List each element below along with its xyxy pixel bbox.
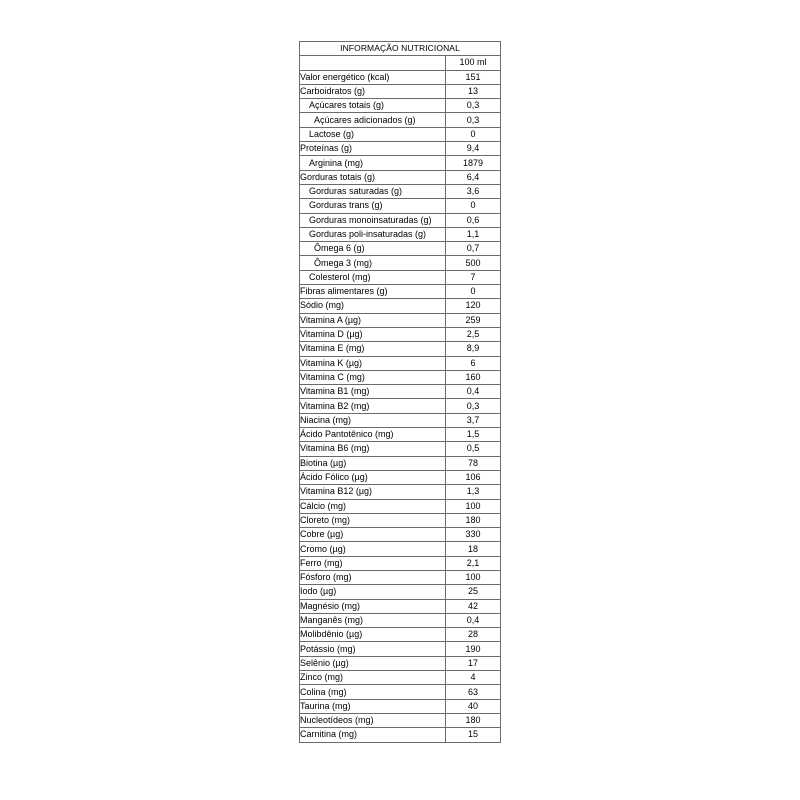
nutrient-label: Taurina (mg) [300, 699, 446, 713]
nutrient-value: 13 [446, 84, 501, 98]
nutrient-label: Carnitina (mg) [300, 728, 446, 742]
nutrient-value: 1,1 [446, 227, 501, 241]
nutrient-label: Niacina (mg) [300, 413, 446, 427]
table-row [300, 642, 501, 656]
nutrient-label: Arginina (mg) [300, 156, 446, 170]
nutrient-label: Colina (mg) [300, 685, 446, 699]
nutrient-label: Gorduras totais (g) [300, 170, 446, 184]
table-row [300, 113, 501, 127]
nutrient-value: 259 [446, 313, 501, 327]
table-row [300, 599, 501, 613]
table-row [300, 570, 501, 584]
nutrient-value: 28 [446, 628, 501, 642]
serving-column-header: 100 ml [446, 56, 501, 70]
nutrient-label: Vitamina C (mg) [300, 370, 446, 384]
nutrient-value: 63 [446, 685, 501, 699]
nutrient-value: 7 [446, 270, 501, 284]
table-title: INFORMAÇÃO NUTRICIONAL [300, 42, 501, 56]
nutrient-value: 151 [446, 70, 501, 84]
nutrient-label: Proteínas (g) [300, 142, 446, 156]
title-row [300, 42, 501, 56]
table-row [300, 442, 501, 456]
table-row [300, 313, 501, 327]
nutrient-label: Carboidratos (g) [300, 84, 446, 98]
nutrient-value: 1,3 [446, 485, 501, 499]
nutrient-value: 0 [446, 127, 501, 141]
table-row [300, 327, 501, 341]
nutrient-value: 78 [446, 456, 501, 470]
nutrient-label: Iodo (µg) [300, 585, 446, 599]
nutrient-value: 160 [446, 370, 501, 384]
nutrient-value: 0,4 [446, 385, 501, 399]
nutrient-label: Vitamina B2 (mg) [300, 399, 446, 413]
nutrient-label: Vitamina D (µg) [300, 327, 446, 341]
nutrient-value: 3,6 [446, 184, 501, 198]
nutrient-label: Selênio (µg) [300, 656, 446, 670]
table-row [300, 728, 501, 742]
table-row [300, 656, 501, 670]
table-row [300, 685, 501, 699]
nutrient-value: 2,1 [446, 556, 501, 570]
table-row [300, 428, 501, 442]
nutrient-value: 190 [446, 642, 501, 656]
nutrient-label: Gorduras trans (g) [300, 199, 446, 213]
nutrient-value: 0,3 [446, 99, 501, 113]
nutrient-label: Vitamina K (µg) [300, 356, 446, 370]
nutrient-value: 6 [446, 356, 501, 370]
nutrient-value: 120 [446, 299, 501, 313]
nutrient-label: Zinco (mg) [300, 671, 446, 685]
nutrient-value: 2,5 [446, 327, 501, 341]
table-row [300, 142, 501, 156]
nutrient-label: Cromo (µg) [300, 542, 446, 556]
table-row [300, 99, 501, 113]
nutrient-value: 25 [446, 585, 501, 599]
nutrient-label: Açúcares adicionados (g) [300, 113, 446, 127]
table-row [300, 613, 501, 627]
nutrient-label: Molibdênio (µg) [300, 628, 446, 642]
nutrient-label: Ômega 6 (g) [300, 242, 446, 256]
nutrient-label: Vitamina B6 (mg) [300, 442, 446, 456]
table-row [300, 513, 501, 527]
table-row [300, 499, 501, 513]
nutrient-label: Magnésio (mg) [300, 599, 446, 613]
nutrient-value: 1879 [446, 156, 501, 170]
nutrient-label: Fósforo (mg) [300, 570, 446, 584]
nutrient-label: Cloreto (mg) [300, 513, 446, 527]
table-row [300, 156, 501, 170]
table-row [300, 699, 501, 713]
table-row [300, 671, 501, 685]
nutrient-label: Nucleotídeos (mg) [300, 713, 446, 727]
table-row [300, 385, 501, 399]
nutrient-value: 106 [446, 470, 501, 484]
table-row [300, 713, 501, 727]
nutrient-label: Gorduras monoinsaturadas (g) [300, 213, 446, 227]
table-row [300, 227, 501, 241]
nutrient-value: 0,6 [446, 213, 501, 227]
table-row [300, 270, 501, 284]
table-row [300, 470, 501, 484]
nutrient-value: 8,9 [446, 342, 501, 356]
column-header-row [300, 56, 501, 70]
nutrient-rows [300, 70, 501, 742]
table-row [300, 84, 501, 98]
table-row [300, 356, 501, 370]
nutrient-value: 180 [446, 713, 501, 727]
nutrient-label: Cálcio (mg) [300, 499, 446, 513]
table-row [300, 628, 501, 642]
nutrient-value: 17 [446, 656, 501, 670]
table-row [300, 213, 501, 227]
table-row [300, 170, 501, 184]
nutrient-label: Açúcares totais (g) [300, 99, 446, 113]
nutrient-value: 9,4 [446, 142, 501, 156]
nutrient-value: 180 [446, 513, 501, 527]
table-row [300, 256, 501, 270]
table-row [300, 342, 501, 356]
nutrient-label: Valor energético (kcal) [300, 70, 446, 84]
table-row [300, 184, 501, 198]
nutrient-label: Biotina (µg) [300, 456, 446, 470]
table-row [300, 127, 501, 141]
nutrient-value: 3,7 [446, 413, 501, 427]
nutrient-value: 100 [446, 499, 501, 513]
table-row [300, 528, 501, 542]
table-row [300, 242, 501, 256]
nutrient-value: 100 [446, 570, 501, 584]
nutrient-value: 1,5 [446, 428, 501, 442]
nutrient-label: Lactose (g) [300, 127, 446, 141]
nutrient-value: 18 [446, 542, 501, 556]
nutrient-value: 4 [446, 671, 501, 685]
nutrient-value: 0,3 [446, 113, 501, 127]
table-row [300, 285, 501, 299]
nutrient-label: Ácido Fólico (µg) [300, 470, 446, 484]
nutrient-label: Sódio (mg) [300, 299, 446, 313]
nutrient-value: 40 [446, 699, 501, 713]
table-row [300, 70, 501, 84]
nutrient-value: 0 [446, 285, 501, 299]
nutrient-label: Ácido Pantotênico (mg) [300, 428, 446, 442]
nutrient-value: 0,3 [446, 399, 501, 413]
table-row [300, 485, 501, 499]
nutrient-header-cell [300, 56, 446, 70]
nutrient-value: 0 [446, 199, 501, 213]
nutrient-value: 6,4 [446, 170, 501, 184]
table-row [300, 370, 501, 384]
table-row [300, 199, 501, 213]
nutrient-label: Vitamina E (mg) [300, 342, 446, 356]
table-row [300, 413, 501, 427]
nutrient-label: Vitamina A (µg) [300, 313, 446, 327]
nutrient-value: 500 [446, 256, 501, 270]
nutrient-value: 42 [446, 599, 501, 613]
table-row [300, 556, 501, 570]
nutrient-label: Gorduras saturadas (g) [300, 184, 446, 198]
table-row [300, 585, 501, 599]
nutrient-value: 0,7 [446, 242, 501, 256]
nutrient-label: Colesterol (mg) [300, 270, 446, 284]
nutrition-facts-table [299, 41, 501, 743]
nutrient-value: 0,5 [446, 442, 501, 456]
nutrient-value: 0,4 [446, 613, 501, 627]
table-row [300, 399, 501, 413]
nutrient-label: Cobre (µg) [300, 528, 446, 542]
nutrient-value: 15 [446, 728, 501, 742]
table-row [300, 299, 501, 313]
nutrient-label: Fibras alimentares (g) [300, 285, 446, 299]
nutrient-label: Manganês (mg) [300, 613, 446, 627]
nutrient-value: 330 [446, 528, 501, 542]
nutrient-label: Vitamina B1 (mg) [300, 385, 446, 399]
nutrient-label: Potássio (mg) [300, 642, 446, 656]
nutrient-label: Gorduras poli-insaturadas (g) [300, 227, 446, 241]
table-row [300, 456, 501, 470]
nutrient-label: Vitamina B12 (µg) [300, 485, 446, 499]
nutrient-label: Ômega 3 (mg) [300, 256, 446, 270]
nutrient-label: Ferro (mg) [300, 556, 446, 570]
table-row [300, 542, 501, 556]
